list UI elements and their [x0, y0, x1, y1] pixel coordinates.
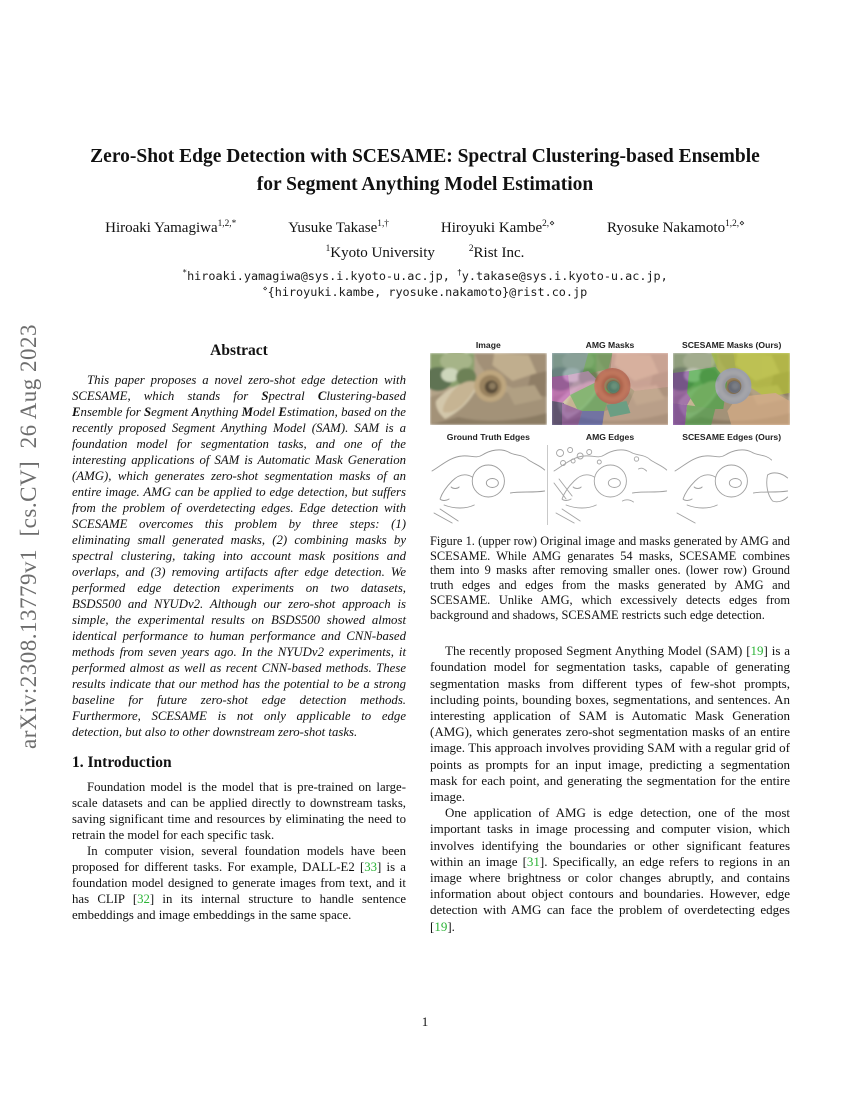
text-segment: † — [456, 268, 462, 278]
author-3 — [441, 220, 555, 237]
intro-paragraph-2 — [72, 843, 406, 923]
figure-panel-ground-truth-edges — [430, 445, 548, 525]
right-paragraph-1 — [430, 643, 790, 805]
right-paragraph-2 — [430, 805, 790, 935]
citation-link[interactable]: 19 — [434, 918, 448, 934]
text-segment: lustering-based — [326, 389, 406, 403]
figure-panel-scesame-masks — [673, 353, 790, 425]
text-segment: E — [278, 405, 287, 419]
text-segment: ] in its internal structure to handle sentence embeddings and image embeddings in the same space. — [72, 892, 407, 922]
text-segment: S — [261, 389, 269, 403]
figure-panel-original-image — [430, 353, 547, 425]
email-line-2 — [0, 284, 850, 300]
figure-1 — [430, 338, 790, 622]
affiliation-name: Kyoto University — [330, 245, 435, 261]
citation-link[interactable]: 31 — [526, 853, 540, 869]
affiliation-name: Rist Inc. — [473, 245, 525, 261]
affiliations-row — [0, 245, 850, 262]
citation-link[interactable]: 19 — [750, 643, 764, 659]
author-name: Ryosuke Nakamoto — [606, 220, 726, 236]
text-segment: stimation, based on the recently proposed Segment Anything Model (SAM). SAM is a foundation model for segmentation tasks, and one of the interesting applications of SAM is Automatic Mask Generation (AMG), which generates zero-shot segmentation masks of an entire image. AMG can be applied to edge detection, but suffers from the problem of overdetecting edges. Edge detection with SCESAME overcomes this problem by three steps: (1) eliminating small generated masks, (2) combining masks by spectral clustering, taking into account mask positions and overlaps, and (3) removing artifacts after edge detection. We performed edge detection experiments on two datasets, BSDS500 and NYUDv2. Although our zero-shot approach is simple, the experimental results on BSDS500 showed almost identical performance to human performance and CNN-based methods from seven years ago. In the NYUDv2 experiments, it performed almost as well as recent CNN-based methods. These results indicate that our method has the potential to be a strong baseline for future zero-shot edge detection methods. Furthermore, SCESAME is not only applicable to edge detection, but also to other downstream zero-shot tasks. — [72, 405, 406, 739]
panel-label-ground-truth-edges: Ground Truth Edges — [446, 432, 530, 442]
author-superscript: 2,⋄ — [542, 219, 555, 229]
author-superscript: 1,2,⋄ — [725, 219, 745, 229]
author-2 — [288, 220, 389, 237]
author-name: Hiroyuki Kambe — [440, 220, 543, 236]
citation-link[interactable]: 33 — [364, 860, 378, 874]
author-superscript: 1,2,* — [217, 219, 237, 229]
paper-title-line2: for Segment Anything Model Estimation — [256, 174, 594, 195]
text-segment: C — [317, 389, 327, 403]
figure-panel-amg-edges — [552, 445, 669, 525]
text-segment: S — [144, 405, 152, 419]
abstract-heading: Abstract — [210, 342, 268, 359]
text-segment: odel — [253, 405, 279, 419]
panel-label-scesame-masks: SCESAME Masks (Ours) — [681, 340, 782, 350]
paper-title — [70, 143, 780, 199]
text-segment: hiroaki.yamagiwa@sys.i.kyoto-u.ac.jp, — [187, 269, 457, 283]
arxiv-banner: arXiv:2308.13779v1 [cs.CV] 26 Aug 2023 — [16, 323, 41, 749]
text-segment: In computer vision, several foundation models have been proposed for different tasks. For example, DALL-E2 [ — [72, 844, 406, 874]
section-heading-introduction: 1. Introduction — [72, 754, 172, 771]
affiliation-1 — [326, 245, 435, 262]
text-segment: M — [241, 405, 254, 419]
affiliation-superscript: 2 — [468, 244, 474, 254]
text-segment: One application of AMG is edge detection, one of the most important tasks in image processing and computer vision, which involves identifying the boundaries or other significant features within an image [ — [430, 805, 790, 869]
text-segment: pectral — [268, 389, 318, 403]
affiliation-2 — [469, 245, 525, 262]
text-segment: y.takase@sys.i.kyoto-u.ac.jp, — [461, 269, 668, 283]
panel-label-scesame-edges: SCESAME Edges (Ours) — [682, 432, 782, 442]
text-segment: E — [72, 405, 81, 419]
text-segment: egment — [151, 405, 192, 419]
text-segment: ] is a foundation model for segmentation tasks, capable of generating segmentation masks from different types of few-shot prompts, including points, bounding boxes, segmentations, and sentences. An interesting application of SAM is Automatic Mask Generation (AMG), which generates zero-shot segmentation masks of an entire image. This approach involves providing SAM with a regular grid of points as prompts for an input image, predicting a segmentation mask for each point, and generating the segmentation for the entire image. — [430, 643, 790, 805]
text-segment: {hiroyuki.kambe, ryosuke.nakamoto}@rist.co.jp — [267, 285, 588, 299]
text-segment: * — [182, 268, 188, 278]
author-name: Hiroaki Yamagiwa — [105, 220, 218, 236]
panel-label-amg-edges: AMG Edges — [585, 432, 635, 442]
page-number: 1 — [421, 1014, 429, 1029]
paper-title-line1: Zero-Shot Edge Detection with SCESAME: Spectral Clustering-based Ensemble — [90, 146, 760, 167]
text-segment: nything — [199, 405, 242, 419]
right-column — [430, 338, 790, 935]
text-segment: ] is a foundation model designed to generate images from text, and it has CLIP [ — [72, 860, 406, 906]
citation-link[interactable]: 32 — [137, 892, 150, 906]
text-segment: ]. Specifically, an edge refers to regions in an image where brightness or color changes abruptly, and contains information about object contours and boundaries. However, edge detection with AMG can face the problem of overdetecting edges [ — [430, 853, 790, 934]
text-segment: ]. — [447, 918, 455, 934]
text-segment: ⋄ — [262, 284, 268, 294]
author-1 — [105, 220, 236, 237]
abstract-text — [72, 372, 406, 740]
authors-row — [0, 220, 850, 237]
author-emails — [0, 268, 850, 300]
figure-panel-amg-masks — [552, 353, 669, 425]
figure-panel-scesame-edges — [673, 445, 790, 525]
author-4 — [607, 220, 745, 237]
text-segment: A — [191, 405, 200, 419]
author-superscript: 1,† — [377, 219, 389, 229]
figure-top-panels — [430, 353, 790, 425]
figure-bottom-panels — [430, 445, 790, 525]
affiliation-superscript: 1 — [325, 244, 331, 254]
text-segment: nsemble for — [80, 405, 145, 419]
panel-label-image: Image — [475, 340, 501, 350]
left-column — [72, 341, 406, 923]
text-segment: This paper proposes a novel zero-shot edge detection with SCESAME, which stands for — [72, 373, 406, 403]
author-name: Yusuke Takase — [288, 220, 378, 236]
scesame-mask-overlays — [673, 353, 790, 425]
email-line-1 — [0, 268, 850, 284]
text-segment: The recently proposed Segment Anything Model (SAM) [ — [445, 643, 751, 659]
figure-caption: Figure 1. (upper row) Original image and masks generated by AMG and SCESAME. While AMG genarates 54 masks, SCESAME combines them into 9 masks after removing smaller ones. (lower row) Ground truth edges and edges from the masks generated by AMG and SCESAME. Unlike AMG, which excessively detects edges from background and shadows, SCESAME restricts such edge detection. — [430, 534, 790, 622]
panel-label-amg-masks: AMG Masks — [585, 340, 635, 350]
intro-paragraph-1: Foundation model is the model that is pre-trained on large-scale datasets and can be applied directly to downstream tasks, saving significant time and resources by eliminating the need to retrain the model for each specific task. — [72, 780, 406, 842]
figure-bottom-labels — [430, 430, 790, 443]
figure-top-labels — [430, 338, 790, 351]
